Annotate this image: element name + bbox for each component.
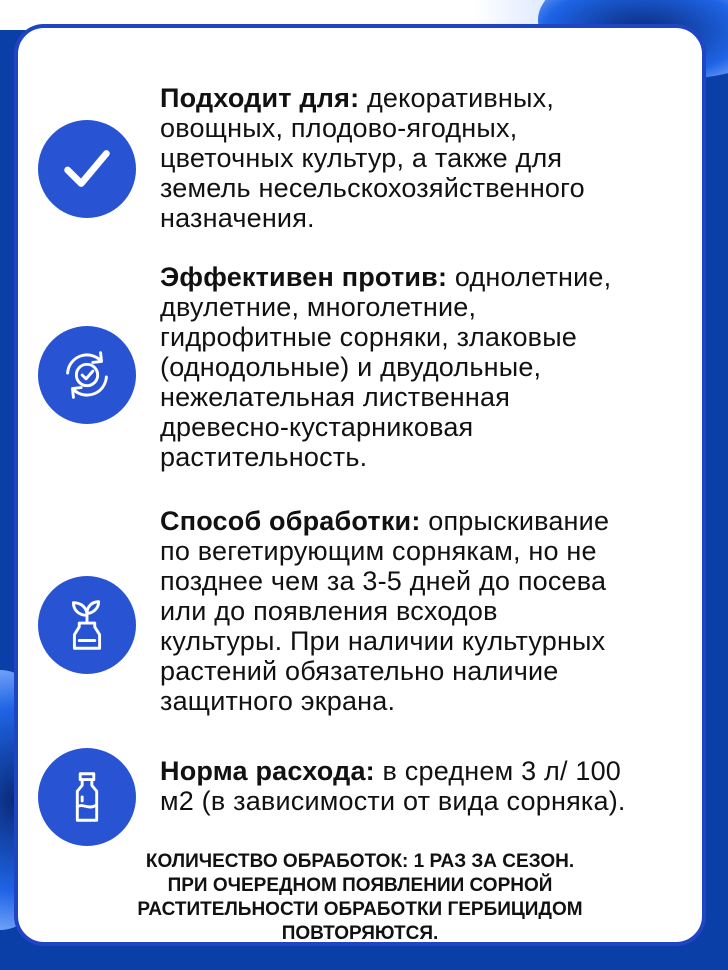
- cycle-check-icon: [38, 326, 136, 424]
- section-text: декоративных,: [359, 83, 555, 113]
- footer-line: ПРИ ОЧЕРЕДНОМ ПОЯВЛЕНИИ СОРНОЙ: [167, 875, 553, 896]
- section-text: овощных, плодово-ягодных,: [160, 113, 518, 143]
- section-text: или до появления всходов: [160, 596, 498, 626]
- section-text: м2 (в зависимости от вида сорняка).: [160, 786, 626, 816]
- section-text: защитного экрана.: [160, 686, 396, 716]
- footer-line: РАСТИТЕЛЬНОСТИ ОБРАБОТКИ ГЕРБИЦИДОМ: [137, 899, 583, 920]
- section-text: гидрофитные сорняки, злаковые: [160, 322, 578, 352]
- footer-line: ПОВТОРЯЮТСЯ.: [281, 923, 439, 944]
- section-treatment-method: [160, 506, 700, 716]
- checkmark-icon: [38, 120, 136, 218]
- section-suitable-for: [160, 83, 700, 233]
- section-text: культуры. При наличии культурных: [160, 626, 606, 656]
- section-text: растительность.: [160, 442, 368, 472]
- section-text: в среднем 3 л/ 100: [374, 756, 622, 786]
- section-text: назначения.: [160, 203, 315, 233]
- footer-line: КОЛИЧЕСТВО ОБРАБОТОК: 1 РАЗ ЗА СЕЗОН.: [145, 851, 575, 872]
- section-text: растений обязательно наличие: [160, 656, 559, 686]
- sprout-jar-icon: [38, 576, 136, 674]
- info-card: [14, 24, 706, 946]
- section-text: двулетние, многолетние,: [160, 292, 477, 322]
- footer-note: [58, 850, 662, 946]
- section-label: Эффективен против:: [160, 262, 448, 292]
- section-label: Норма расхода:: [160, 756, 375, 786]
- section-label: Способ обработки:: [160, 506, 421, 536]
- section-label: Подходит для:: [160, 83, 360, 113]
- bottle-icon: [38, 748, 136, 846]
- section-text: позднее чем за 3-5 дней до посева: [160, 566, 607, 596]
- section-text: опрыскивание: [420, 506, 610, 536]
- section-text: древесно-кустарниковая: [160, 412, 474, 442]
- section-effective-against: [160, 262, 700, 472]
- section-text: нежелательная лиственная: [160, 382, 511, 412]
- section-text: по вегетирующим сорнякам, но не: [160, 536, 597, 566]
- section-text: цветочных культур, а также для: [160, 143, 563, 173]
- section-consumption-rate: [160, 756, 700, 816]
- section-text: (однодольные) и двудольные,: [160, 352, 542, 382]
- section-text: земель несельскохозяйственного: [160, 173, 585, 203]
- section-text: однолетние,: [447, 262, 612, 292]
